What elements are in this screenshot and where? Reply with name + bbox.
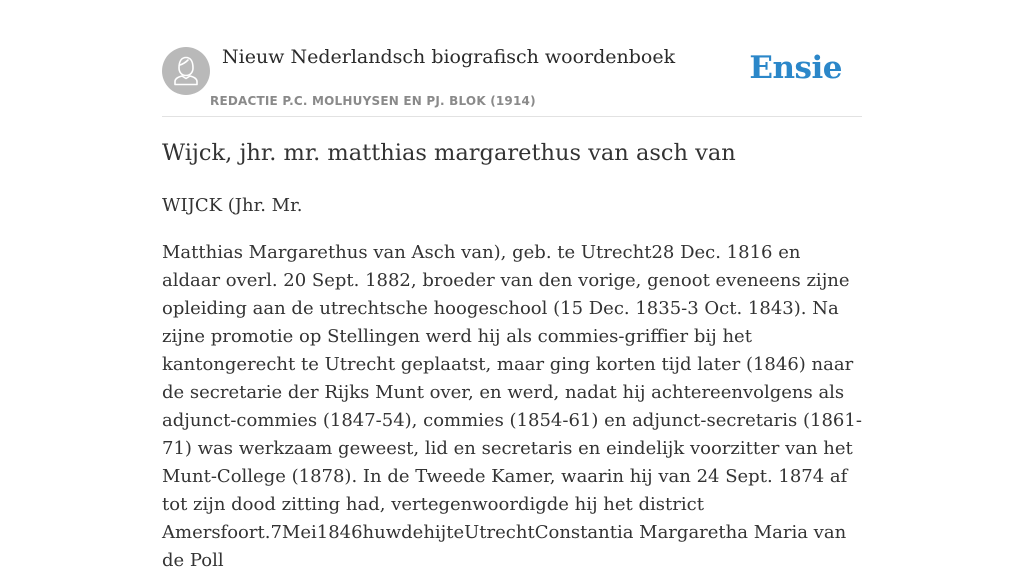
book-title[interactable]: Nieuw Nederlandsch biografisch woordenboek — [222, 46, 676, 68]
ensie-logo[interactable]: Ensie — [749, 50, 842, 86]
article-title: Wijck, jhr. mr. matthias margarethus van asch van — [162, 140, 736, 166]
book-editors: REDACTIE P.C. MOLHUYSEN EN PJ. BLOK (1914) — [210, 94, 536, 108]
user-outline-icon — [162, 47, 210, 95]
article-paragraph: WIJCK (Jhr. Mr. — [162, 195, 303, 216]
book-header — [162, 40, 862, 117]
article-paragraph: Matthias Margarethus van Asch van), geb. te Utrecht28 Dec. 1816 en aldaar overl. 20 Sept. 1882, broeder van den vorige, genoot eveneens zijne opleiding aan de utrechtsche hoogeschool (15 Dec. 1835-3 Oct. 1843). Na zijne promotie op Stellingen werd hij als commies-griffier bij het kantongerecht te Utrecht geplaatst, maar ging korten tijd later (1846) naar de secretarie der Rijks Munt over, en werd, nadat hij achtereenvolgens als adjunct-commies (1847-54), commies (1854-61) en adjunct-secretaris (1861-71) was werkzaam geweest, lid en secretaris en eindelijk voorzitter van het Munt-College (1878). In de Tweede Kamer, waarin hij van 24 Sept. 1874 af tot zijn dood zitting had, vertegenwoordigde hij het district Amersfoort.7Mei1846huwdehijteUtrechtConstantia Margaretha Maria van de Poll — [162, 242, 862, 571]
